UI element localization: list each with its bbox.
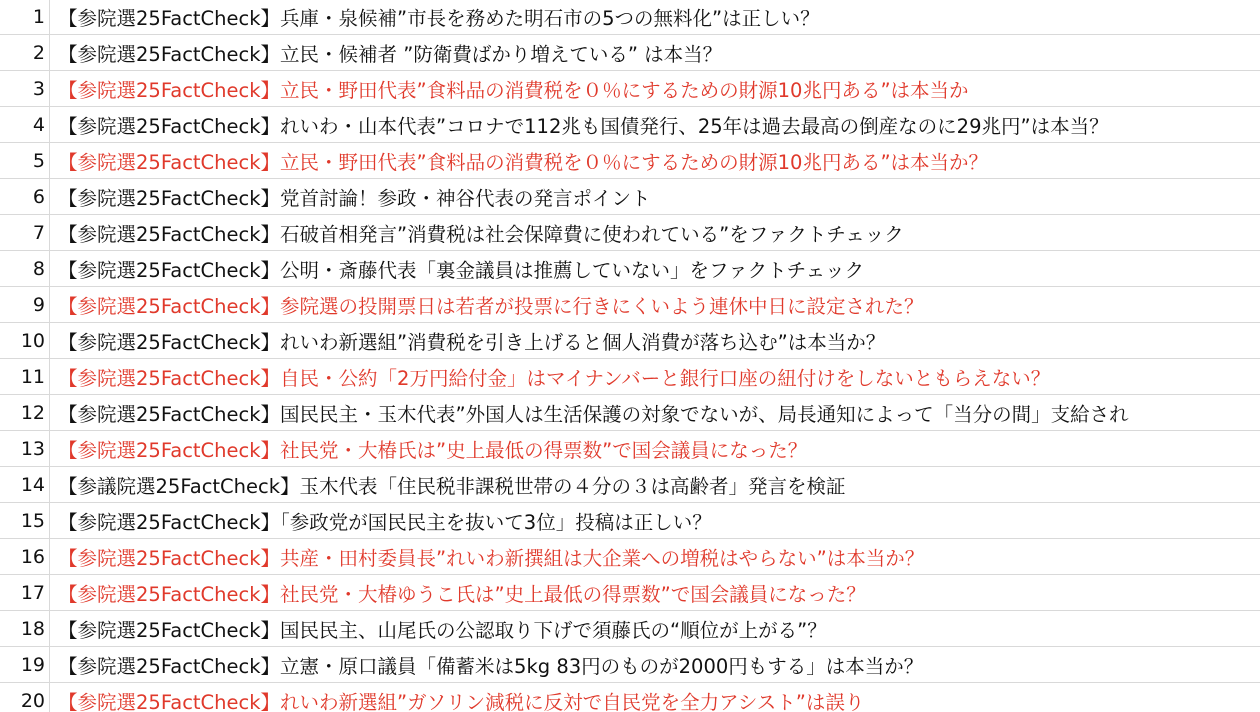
row-number-header[interactable]: 1 [0,0,50,35]
article-title-cell[interactable]: 【参院選25FactCheck】れいわ新選組”ガソリン減税に反対で自民党を全力アシスト”は誤り [58,690,865,712]
row-number-header[interactable]: 8 [0,251,50,287]
table-row[interactable] [0,359,1260,395]
article-title-cell[interactable]: 【参院選25FactCheck】立民・野田代表”食料品の消費税を０％にするための財源10兆円ある”は本当か？ [58,150,989,174]
article-title-cell[interactable]: 【参院選25FactCheck】社民党・大椿氏は”史上最低の得票数”で国会議員になった？ [58,438,808,462]
article-title-cell[interactable]: 【参院選25FactCheck】国民民主・玉木代表”外国人は生活保護の対象でないが、局長通知によって「当分の間」支給され [58,402,1129,426]
row-number-header[interactable]: 19 [0,647,50,683]
article-title-cell[interactable]: 【参院選25FactCheck】立民・候補者 ”防衛費ばかり増えている” は本当？ [58,42,723,66]
article-title-cell[interactable]: 【参院選25FactCheck】公明・斎藤代表「裏金議員は推薦していない」をファクトチェック [58,258,865,282]
table-row[interactable] [0,143,1260,179]
row-number-header[interactable]: 9 [0,287,50,323]
table-row[interactable] [0,0,1260,35]
article-title-cell[interactable]: 【参院選25FactCheck】国民民主、山尾氏の公認取り下げで須藤氏の“順位が上がる”？ [58,618,827,642]
table-row[interactable] [0,71,1260,107]
article-title-cell[interactable]: 【参院選25FactCheck】「参政党が国民民主を抜いて3位」投稿は正しい？ [58,510,712,534]
table-row[interactable] [0,647,1260,683]
table-row[interactable] [0,323,1260,359]
row-number-header[interactable]: 7 [0,215,50,251]
table-row[interactable] [0,431,1260,467]
row-number-header[interactable]: 11 [0,359,50,395]
row-number-header[interactable]: 15 [0,503,50,539]
row-number-header[interactable]: 3 [0,71,50,107]
row-number-header[interactable]: 5 [0,143,50,179]
article-title-cell[interactable]: 【参院選25FactCheck】立憲・原口議員「備蓄米は5kg 83円のものが2000円もする」は本当か？ [58,654,924,678]
table-row[interactable] [0,467,1260,503]
row-number-header[interactable]: 14 [0,467,50,503]
table-row[interactable] [0,179,1260,215]
article-title-cell[interactable]: 【参院選25FactCheck】参院選の投開票日は若者が投票に行きにくいよう連休中日に設定された？ [58,294,924,318]
article-title-cell[interactable]: 【参院選25FactCheck】社民党・大椿ゆうこ氏は”史上最低の得票数”で国会議員になった？ [58,582,866,606]
table-row[interactable] [0,575,1260,611]
table-row[interactable] [0,287,1260,323]
table-row[interactable] [0,251,1260,287]
article-title-cell[interactable]: 【参院選25FactCheck】れいわ新選組”消費税を引き上げると個人消費が落ち込む”は本当か？ [58,330,886,354]
row-number-header[interactable]: 2 [0,35,50,71]
row-number-header[interactable]: 6 [0,179,50,215]
row-number-header[interactable]: 18 [0,611,50,647]
table-row[interactable] [0,683,1260,712]
table-row[interactable] [0,395,1260,431]
row-number-header[interactable]: 13 [0,431,50,467]
article-title-cell[interactable]: 【参院選25FactCheck】共産・田村委員長”れいわ新撰組は大企業への増税はやらない”は本当か？ [58,546,925,570]
article-title-cell[interactable]: 【参院選25FactCheck】自民・公約「2万円給付金」はマイナンバーと銀行口座の紐付けをしないともらえない？ [58,366,1051,390]
row-number-header[interactable]: 20 [0,683,50,712]
row-number-header[interactable]: 16 [0,539,50,575]
row-number-header[interactable]: 4 [0,107,50,143]
article-title-cell[interactable]: 【参院選25FactCheck】党首討論！参政・神谷代表の発言ポイント [58,186,651,210]
table-row[interactable] [0,215,1260,251]
article-title-cell[interactable]: 【参院選25FactCheck】立民・野田代表”食料品の消費税を０％にするための財源10兆円ある”は本当か [58,78,969,102]
table-row[interactable] [0,539,1260,575]
table-row[interactable] [0,611,1260,647]
table-row[interactable] [0,35,1260,71]
article-title-cell[interactable]: 【参議院選25FactCheck】玉木代表「住民税非課税世帯の４分の３は高齢者」発言を検証 [58,474,846,498]
row-number-header[interactable]: 10 [0,323,50,359]
article-title-cell[interactable]: 【参院選25FactCheck】れいわ・山本代表”コロナで112兆も国債発行、25年は過去最高の倒産なのに29兆円”は本当？ [58,114,1109,138]
table-row[interactable] [0,107,1260,143]
table-row[interactable] [0,503,1260,539]
row-number-header[interactable]: 12 [0,395,50,431]
row-number-header[interactable]: 17 [0,575,50,611]
article-title-cell[interactable]: 【参院選25FactCheck】兵庫・泉候補”市長を務めた明石市の5つの無料化”は正しい？ [58,6,820,30]
article-title-cell[interactable]: 【参院選25FactCheck】石破首相発言”消費税は社会保障費に使われている”をファクトチェック [58,222,904,246]
